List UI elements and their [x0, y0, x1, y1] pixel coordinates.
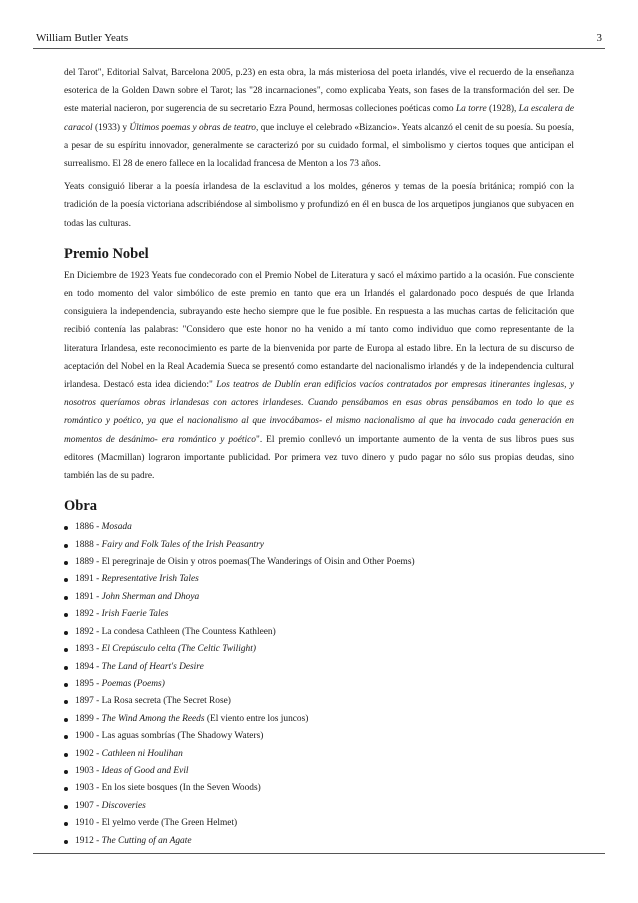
work-year: 1892 [75, 609, 94, 620]
work-year: 1897 [75, 696, 94, 707]
work-title: Discoveries [101, 800, 146, 811]
work-list-item: 1912 - The Cutting of an Agate [64, 833, 574, 850]
text-run: , que incluye el celebrado «Bizancio». Yeats alcanzó el cenit de su poesía. Su poesía, a pesar de su espíritu innovador, generalmente se caracterizó por su cuidado formal, el simbolismo y ciertos toques que anticipan el surrealismo. El 28 de enero fallece en la localidad francesa de Menton a los 73 años. [64, 122, 575, 170]
work-list-item: 1891 - John Sherman and Dhoya [64, 589, 574, 606]
work-list-item: 1892 - Irish Faerie Tales [64, 606, 574, 623]
text-run: (1928), [486, 104, 519, 115]
work-title: Mosada [101, 522, 132, 533]
work-title: Poemas (Poems) [101, 678, 165, 689]
work-list-item: 1903 - En los siete bosques (In the Seven Woods) [64, 780, 574, 797]
work-list-item: 1902 - Cathleen ni Houlihan [64, 746, 574, 763]
section-heading-obra: Obra [64, 498, 98, 515]
running-header-title: William Butler Yeats [36, 32, 129, 44]
work-title: El Crepúsculo celta (The Celtic Twilight) [101, 644, 256, 655]
work-title: El peregrinaje de Oisin y otros poemas(The Wanderings of Oisin and Other Poems) [101, 557, 415, 568]
italic-text-run: La escalera de caracol [64, 104, 574, 133]
work-title: The Cutting of an Agate [101, 835, 192, 846]
work-list-item: 1899 - The Wind Among the Reeds (El viento entre los juncos) [64, 711, 574, 728]
work-list-item: 1910 - El yelmo verde (The Green Helmet) [64, 815, 574, 832]
work-title: En los siete bosques (In the Seven Woods) [101, 783, 261, 794]
work-list-item: 1900 - Las aguas sombrías (The Shadowy Waters) [64, 728, 574, 745]
work-title: Cathleen ni Houlihan [101, 748, 183, 759]
work-list-item: 1891 - Representative Irish Tales [64, 571, 574, 588]
text-run: del Tarot", Editorial Salvat, Barcelona 2005, p.23) en esta obra, la más misteriosa del poeta irlandés, vive el recuerdo de la enseñanza esoterica de la Golden Dawn sobre el Tarot; las "28 incarnaciones", como explicaba Yeats, son fases de la transformación del ser. De este material nacieron, por sugerencia de su secretario Ezra Pound, hermosas colleciones poéticas como [64, 68, 574, 115]
work-year: 1886 [75, 522, 94, 533]
text-run: Yeats consiguió liberar a la poesía irlandesa de la esclavitud a los moldes, géneros y temas de la poesía británica; rompió con la tradición de la poesía victoriana adscribiéndose al simbolismo y profundizó en él en busca de los arquetipos jungianos que subyacen en todas las culturas. [64, 182, 574, 229]
work-year: 1893 [75, 644, 94, 655]
paragraph-nobel-prize [64, 267, 574, 485]
work-list-item: 1895 - Poemas (Poems) [64, 676, 574, 693]
work-year: 1910 [75, 818, 94, 829]
work-title: Fairy and Folk Tales of the Irish Peasantry [101, 539, 264, 550]
work-list-item: 1893 - El Crepúsculo celta (The Celtic Twilight) [64, 641, 574, 658]
work-list-item: 1892 - La condesa Cathleen (The Countess Kathleen) [64, 624, 574, 641]
work-list-item: 1897 - La Rosa secreta (The Secret Rose) [64, 693, 574, 710]
work-year: 1891 [75, 574, 94, 585]
paragraph-irish-poetry [64, 178, 574, 233]
italic-text-run: Últimos poemas y obras de teatro [129, 122, 256, 133]
text-run: En Diciembre de 1923 Yeats fue condecorado con el Premio Nobel de Literatura y sacó el máximo partido a la ocasión. Fue consciente en todo momento del valor simbólico de este premio en tanto que era un Irlandés el galardonado poco después de que Irlanda consiguiera la independencia, subrayando este hecho siempre que le fue posible. En respuesta a las muchas cartas de felicitación que recibió contenía las palabras: "Considero que este honor no ha venido a mí tanto como individuo que como representante de la literatura Irlandesa, este reconocimiento es parte de la bienvenida por parte de Europa al estado libre. En la lectura de su discurso de aceptación del Nobel en la Real Academia Sueca se presentó como estandarte del nacionalismo irlandés y de la independencia cultural irlandesa. Destacó esta idea diciendo:" [64, 270, 574, 391]
work-year: 1900 [75, 731, 94, 742]
work-year: 1903 [75, 765, 94, 776]
section-heading-premio-nobel: Premio Nobel [64, 245, 149, 262]
work-year: 1889 [75, 557, 94, 568]
work-list-item: 1903 - Ideas of Good and Evil [64, 763, 574, 780]
work-year: 1907 [75, 800, 94, 811]
footer-rule [33, 853, 605, 854]
paragraph-tarot-poetry [64, 64, 574, 173]
work-title: La condesa Cathleen (The Countess Kathleen) [101, 626, 276, 637]
work-title: El yelmo verde (The Green Helmet) [101, 818, 238, 829]
work-year: 1888 [75, 539, 94, 550]
work-list-item: 1907 - Discoveries [64, 798, 574, 815]
work-title: The Wind Among the Reeds [101, 713, 205, 724]
work-list-item: 1888 - Fairy and Folk Tales of the Irish Peasantry [64, 537, 574, 554]
work-list-item: 1886 - Mosada [64, 519, 574, 536]
work-title: Ideas of Good and Evil [101, 765, 189, 776]
work-year: 1895 [75, 678, 94, 689]
work-year: 1899 [75, 713, 94, 724]
work-year: 1894 [75, 661, 94, 672]
italic-text-run: Los teatros de Dublín eran edificios vacíos contratados por empresas itinerantes inglesas, y nosotros queríamos obras irlandesas con actores irlandeses. Cuando pensábamos en esas obras pensábamos en todo lo que es romántico y poético, ya que el nacionalismo al que invocábamos- el mismo nacionalismo al que ha invocado cada generación en momentos de desánimo- era romántico y poético [64, 380, 575, 445]
work-title: Irish Faerie Tales [101, 609, 169, 620]
work-year: 1891 [75, 591, 94, 602]
work-title: Las aguas sombrías (The Shadowy Waters) [101, 731, 264, 742]
header-rule [33, 48, 605, 49]
work-title-translation: (El viento entre los juncos) [204, 713, 309, 724]
works-list [64, 519, 574, 850]
work-year: 1903 [75, 783, 94, 794]
work-title: John Sherman and Dhoya [101, 591, 200, 602]
work-year: 1912 [75, 835, 94, 846]
text-run: (1933) y [92, 122, 130, 133]
work-year: 1902 [75, 748, 94, 759]
work-list-item: 1894 - The Land of Heart's Desire [64, 659, 574, 676]
work-list-item: 1889 - El peregrinaje de Oisin y otros poemas(The Wanderings of Oisin and Other Poems) [64, 554, 574, 571]
work-year: 1892 [75, 626, 94, 637]
page-number: 3 [596, 32, 602, 44]
work-title: Representative Irish Tales [101, 574, 199, 585]
work-title: La Rosa secreta (The Secret Rose) [101, 696, 231, 707]
italic-text-run: La torre [455, 104, 487, 115]
work-title: The Land of Heart's Desire [101, 661, 204, 672]
article-body [64, 64, 574, 850]
text-run: ". El premio conllevó un importante aumento de la venta de sus libros pues sus editores (Macmillan) lograron importante publicidad. Por primera vez tuvo dinero y pudo pagar no sólo sus propias deudas, sino también las de su padre. [64, 434, 574, 482]
